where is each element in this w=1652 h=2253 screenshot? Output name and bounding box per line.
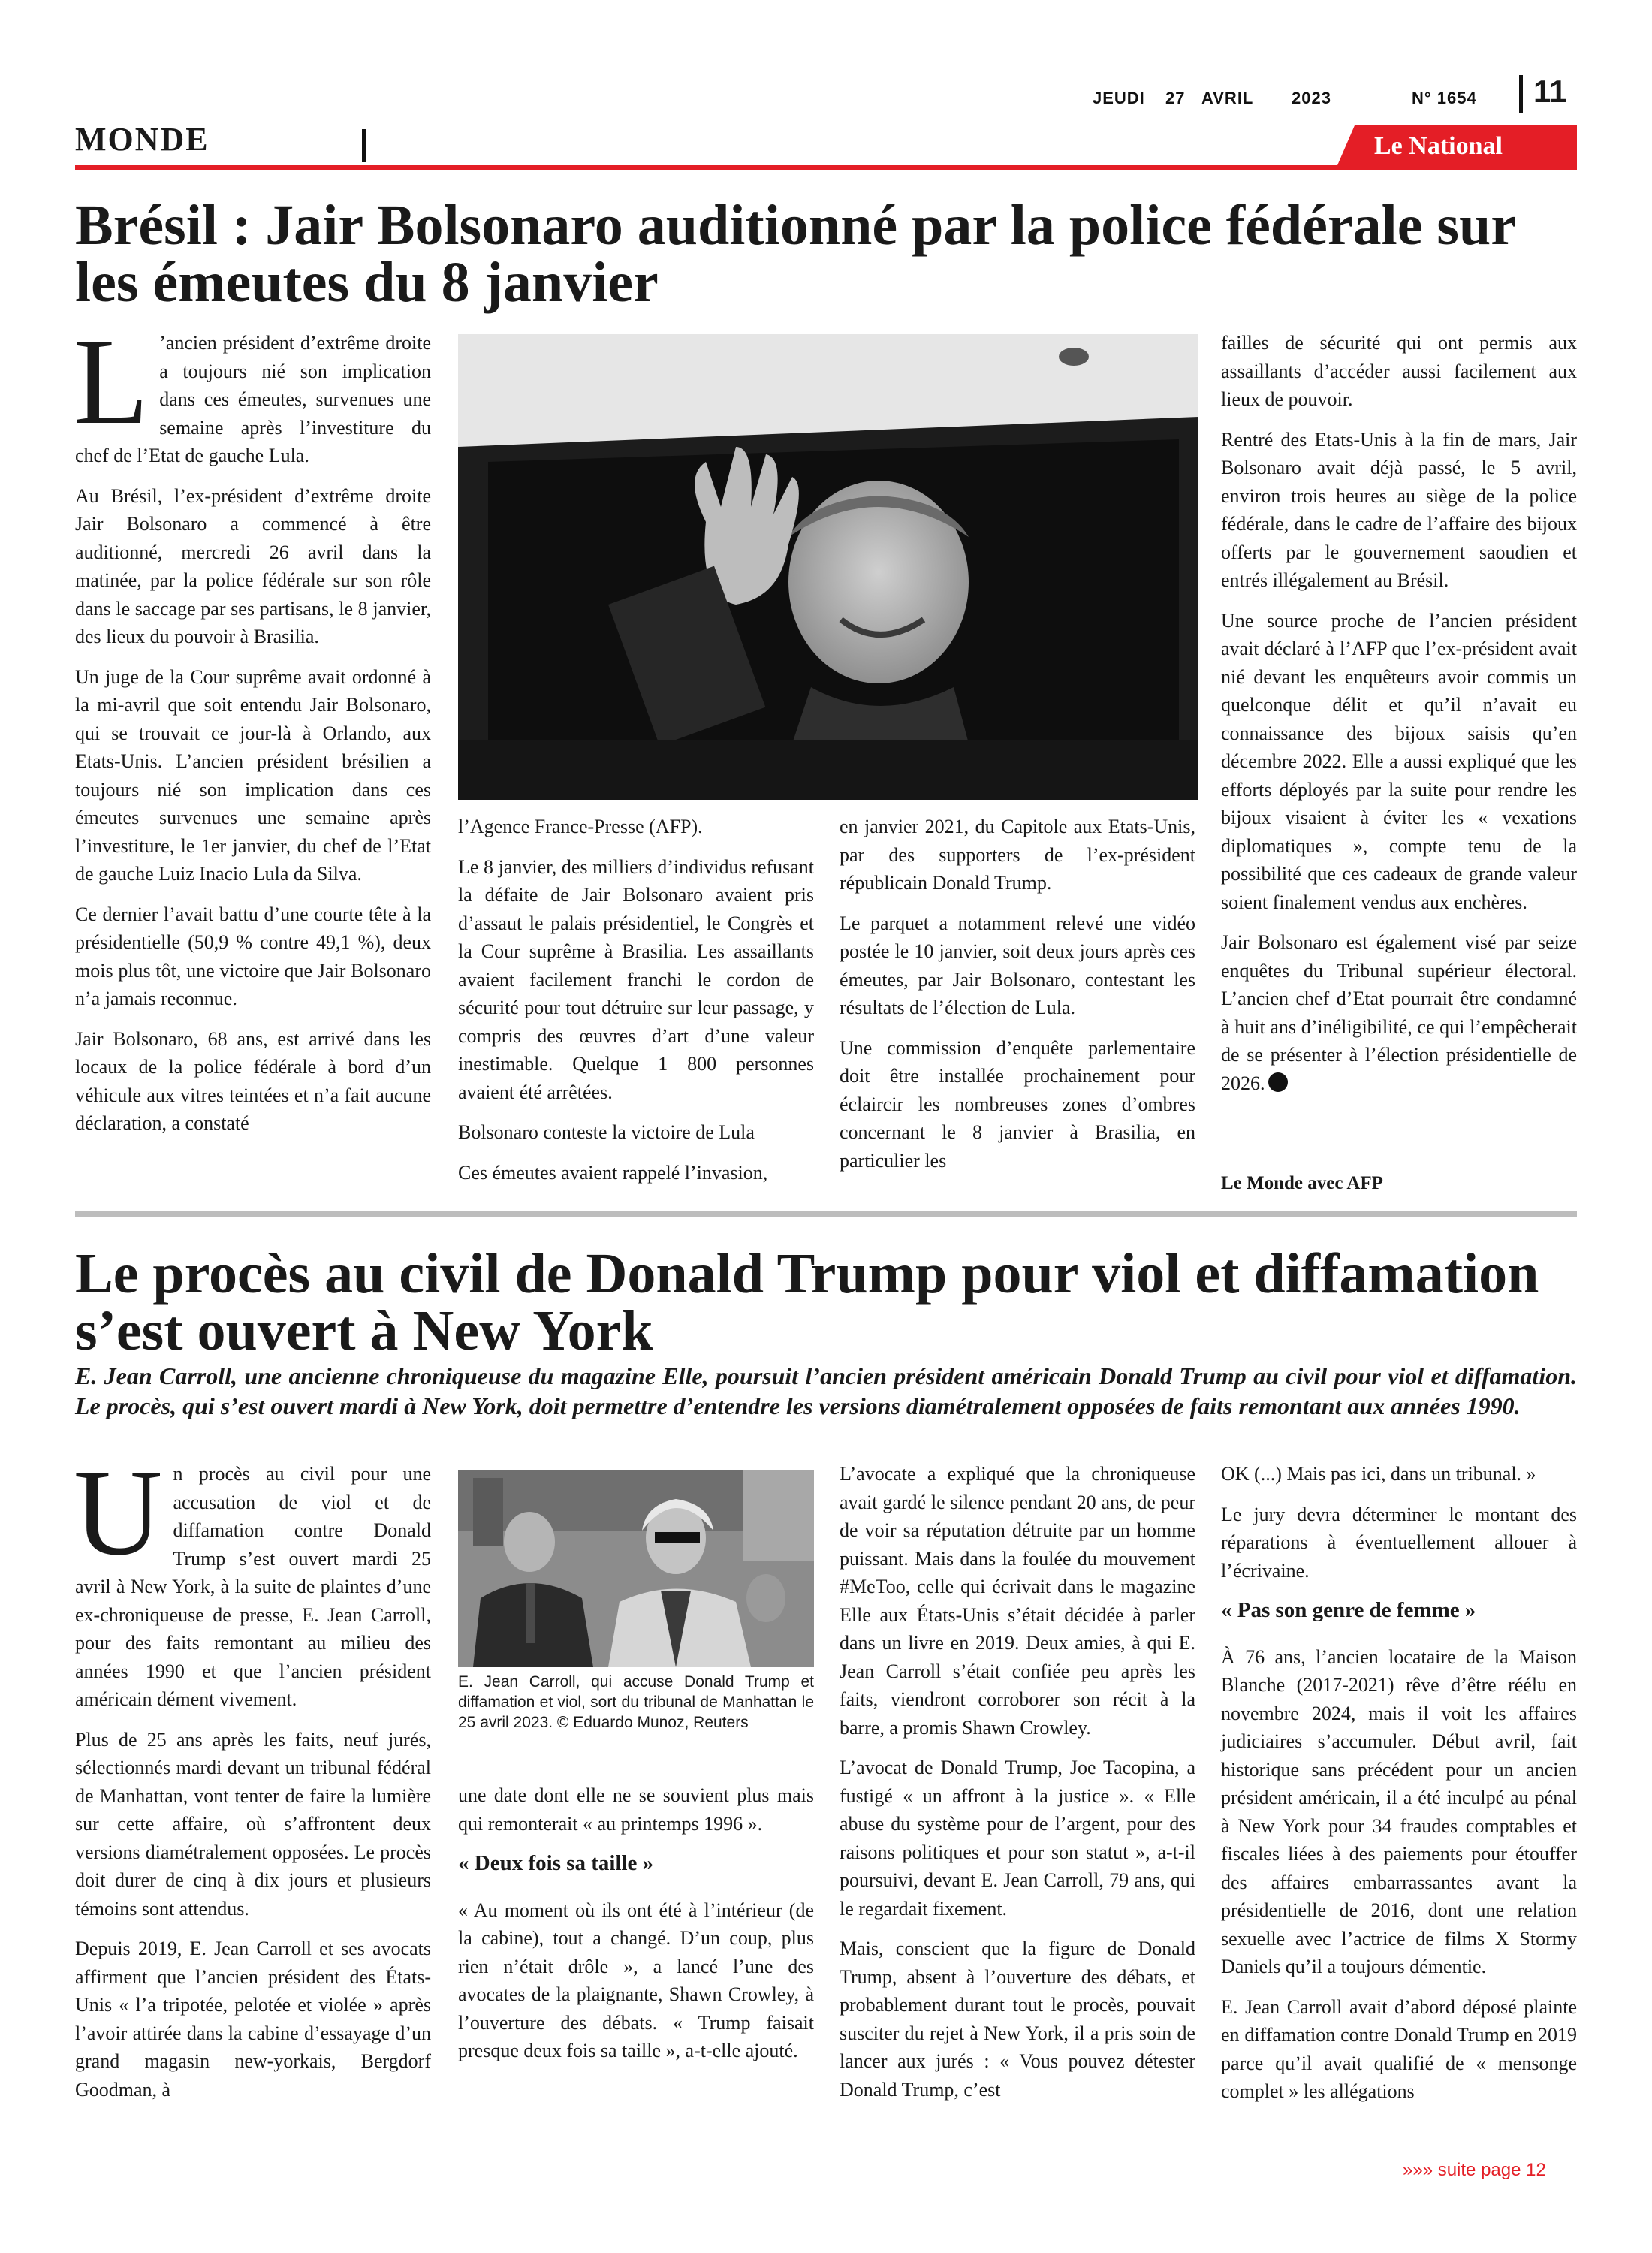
drop-cap: L bbox=[74, 314, 149, 450]
header-date-num: 27 bbox=[1165, 89, 1186, 107]
article1-col2 bbox=[458, 813, 814, 1199]
paragraph: E. Jean Carroll avait d’abord déposé plainte en diffamation contre Donald Trump en 2019 parce qu’il avait qualifié de « mensonge complet » les allégations bbox=[1221, 1995, 1577, 2102]
paragraph: Ce dernier l’avait battu d’une courte tête à la présidentielle (50,9 % contre 49,1 %), deux mois plus tôt, une victoire que Jair Bolsonaro n’a jamais reconnue. bbox=[75, 903, 431, 1009]
article1-col1 bbox=[74, 314, 431, 1150]
article-separator bbox=[75, 1211, 1577, 1217]
paragraph: Le parquet a notamment relevé une vidéo postée le 10 janvier, soit deux jours après ces émeutes, par Jair Bolsonaro, contestant les résultats de l’élection de Lula. bbox=[840, 912, 1195, 1018]
article2-col4 bbox=[1221, 1460, 1577, 2118]
brand-name: Le National bbox=[1374, 132, 1503, 160]
paragraph: Au Brésil, l’ex-président d’extrême droite Jair Bolsonaro a commencé à être auditionné, mercredi 26 avril dans la matinée, par la police fédérale sur son rôle dans le saccage par ses partisans, le 8 janvier, des lieux du pouvoir à Brasilia. bbox=[75, 484, 431, 647]
paragraph: Une source proche de l’ancien président avait déclaré à l’AFP que l’ex-président avait nié devant les enquêteurs avoir commis un quelconque délit et qu’il n’avait eu connaissance des bijoux saisis qu’en décembre 2022. Elle a aussi expliqué que les efforts déployés par la suite pour rendre les bijoux visaient à éviter les « vexations diplomatiques », compte tenu de la possibilité que ces cadeaux de grande valeur soient finalement vendus aux enchères. bbox=[1221, 609, 1577, 913]
paragraph: Le 8 janvier, des milliers d’individus refusant la défaite de Jair Bolsonaro avaient pris d’assaut le palais présidentiel, le Congrès et la Cour suprême à Brasilia. Les assaillants avaient facilement franchi le cordon de sécurité pour tout détruire sur leur passage, y compris des œuvres d’art d’une valeur inestimable. Quelque 1 800 personnes avaient été arrêtées. bbox=[458, 855, 814, 1103]
paragraph: Plus de 25 ans après les faits, neuf jurés, sélectionnés mardi devant un tribunal fédéral de Manhattan, vont tenter de faire la lumière sur cette affaire, où s’affrontent deux versions diamétralement opposées. Le procès doit durer de cinq à dix jours et plusieurs témoins sont attendus. bbox=[75, 1728, 431, 1920]
paragraph: Depuis 2019, E. Jean Carroll et ses avocats affirment que l’ancien président des États-Unis « l’a tripotée, pelotée et violée » après l’avoir attirée dans la cabine d’essayage d’un grand magasin new-yorkais, Bergdorf Goodman, à bbox=[75, 1938, 431, 2101]
paragraph: Un juge de la Cour suprême avait ordonné à la mi-avril que soit entendu Jair Bolsonaro, qui se trouvait ce jour-là à Orlando, aux Etats-Unis. L’ancien président brésilien a toujours nié son implication dans ces émeutes survenues une semaine après l’investiture, le 1er janvier, du chef de l’Etat de gauche Luiz Inacio Lula da Silva. bbox=[75, 665, 431, 885]
paragraph: Rentré des Etats-Unis à la fin de mars, Jair Bolsonaro avait déjà passé, le 5 avril, environ trois heures au siège de la police fédérale, dans le cadre de l’affaire des bijoux offerts par le gouvernement saoudien et entrés illégalement au Brésil. bbox=[1221, 428, 1577, 591]
paragraph: OK (...) Mais pas ici, dans un tribunal. » bbox=[1221, 1463, 1536, 1485]
paragraph: une date dont elle ne se souvient plus mais qui remonterait « au printemps 1996 ». bbox=[458, 1784, 814, 1835]
end-mark-icon bbox=[1268, 1072, 1288, 1092]
section-divider bbox=[362, 129, 366, 162]
paragraph: L’avocat de Donald Trump, Joe Tacopina, a fustigé « un affront à la justice ». « Elle abuse du système pour de l’argent, pour des raisons politiques et pour son statut », a-t-il poursuivi, devant E. Jean Carroll, 79 ans, qui le regardait fixement. bbox=[840, 1757, 1195, 1920]
paragraph-text: Jair Bolsonaro est également visé par seize enquêtes du Tribunal supérieur électoral. L’ancien chef d’Etat pourrait être condamné à huit ans d’inéligibilité, ce qui l’empêcherait de se présenter à l’élection présidentielle de 2026. bbox=[1221, 931, 1577, 1094]
subheading: « Deux fois sa taille » bbox=[458, 1851, 654, 1875]
paragraph: l’Agence France-Presse (AFP). bbox=[458, 816, 703, 837]
header-day: JEUDI bbox=[1093, 89, 1145, 107]
paragraph: Jair Bolsonaro, 68 ans, est arrivé dans les locaux de la police fédérale à bord d’un véhicule aux vitres teintées et n’a fait aucune déclaration, a constaté bbox=[75, 1027, 431, 1134]
continued-link[interactable]: »»» suite page 12 bbox=[1403, 2160, 1546, 2180]
article2-title: Le procès au civil de Donald Trump pour viol et diffamation s’est ouvert à New York bbox=[75, 1242, 1539, 1362]
paragraph: À 76 ans, l’ancien locataire de la Maison Blanche (2017-2021) rêve d’être réélu en novembre 2024, mais il voit les affaires judiciaires s’accumuler. Début avril, fait historique sans précédent pour un ancien président américain, il a été inculpé au pénal à New York pour 34 fraudes comptables et fiscales liées à des paiements pour étouffer des affaires embarrassantes avant la présidentielle de 2016, dont une relation sexuelle avec l’actrice de films X Stormy Daniels qu’il a toujours démentie. bbox=[1221, 1645, 1577, 1977]
header-month: AVRIL bbox=[1201, 89, 1254, 107]
article1-signature: Le Monde avec AFP bbox=[1221, 1173, 1383, 1193]
photo-caption: E. Jean Carroll, qui accuse Donald Trump et diffamation et viol, sort du tribunal de Manhattan le 25 avril 2023. © Eduardo Munoz, Reuters bbox=[458, 1673, 814, 1731]
paragraph: n procès au civil pour une accusation de viol et de diffamation contre Donald Trump s’est ouvert mardi 25 avril à New York, à la suite de plaintes d’une ex-chroniqueuse de presse, E. Jean Carroll, pour des faits remontant au milieu des années 1990 et que l’ancien président américain dément vivement. bbox=[75, 1463, 431, 1710]
subheading: Bolsonaro conteste la victoire de Lula bbox=[458, 1121, 755, 1143]
subheading: « Pas son genre de femme » bbox=[1221, 1598, 1476, 1622]
paragraph: Une commission d’enquête parlementaire doit être installée prochainement pour éclaircir les nombreuses zones d’ombres concernant le 8 janvier à Brasilia, en particulier les bbox=[840, 1036, 1195, 1172]
article1-title: Brésil : Jair Bolsonaro auditionné par la police fédérale sur les émeutes du 8 janvier bbox=[75, 194, 1515, 314]
paragraph: Le jury devra déterminer le montant des réparations à éventuellement allouer à l’écrivaine. bbox=[1221, 1503, 1577, 1582]
paragraph: Mais, conscient que la figure de Donald Trump, absent à l’ouverture des débats, et probablement durant tout le procès, pouvait susciter du rejet à New York, il a pris soin de lancer aux jurés : « Vous pouvez détester Donald Trump, c’est bbox=[840, 1938, 1195, 2101]
paragraph: failles de sécurité qui ont permis aux assaillants d’accéder aussi facilement aux lieux de pouvoir. bbox=[1221, 332, 1577, 410]
article2-col2 bbox=[458, 1781, 814, 2077]
article1-col4 bbox=[1221, 329, 1577, 1109]
paragraph bbox=[1221, 928, 1577, 1097]
article2-lead: E. Jean Carroll, une ancienne chroniqueuse du magazine Elle, poursuit l’ancien président américain Donald Trump au civil pour viol et diffamation. Le procès, qui s’est ouvert mardi à New York, doit permettre d’entendre les versions diamétralement opposées de faits remontant aux années 1990. bbox=[75, 1362, 1577, 1419]
carroll-photo bbox=[458, 1470, 814, 1667]
article1-col3 bbox=[840, 813, 1195, 1187]
page-number: 11 bbox=[1533, 74, 1567, 109]
bolsonaro-photo bbox=[458, 334, 1198, 800]
header-divider bbox=[1519, 75, 1523, 113]
paragraph: Ces émeutes avaient rappelé l’invasion, bbox=[458, 1161, 768, 1184]
paragraph: L’avocate a expliqué que la chroniqueuse avait gardé le silence pendant 20 ans, de peur de voir sa réputation détruite par un homme puissant. Mais dans la foulée du mouvement #MeToo, celle qui écrivait dans le magazine Elle aux États-Unis s’était décidée à parler dans un livre en 2019. Deux amies, à qui E. Jean Carroll s’était confiée peu après les faits, viendront corroborer son récit à la barre, a promis Shawn Crowley. bbox=[840, 1463, 1195, 1739]
paragraph: en janvier 2021, du Capitole aux Etats-Unis, par des supporters de l’ex-président républicain Donald Trump. bbox=[840, 816, 1195, 894]
issue-number: N° 1654 bbox=[1412, 89, 1477, 107]
header-year: 2023 bbox=[1292, 89, 1331, 107]
section-label: MONDE bbox=[75, 121, 210, 158]
paragraph: ’ancien président d’extrême droite a toujours nié son implication dans ces émeutes, survenues une semaine après l’investiture du chef de l’Etat de gauche Lula. bbox=[75, 332, 431, 466]
article2-col3 bbox=[840, 1460, 1195, 2116]
article2-col1 bbox=[74, 1445, 431, 2116]
paragraph: « Au moment où ils ont été à l’intérieur (de la cabine), tout a changé. D’un coup, plus rien n’était drôle », a lancé l’une des avocates de la plaignante, Shawn Crowley, à l’ouverture des débats. « Trump faisait presque deux fois sa taille », a-t-elle ajouté. bbox=[458, 1899, 814, 2061]
drop-cap: U bbox=[74, 1445, 163, 1581]
